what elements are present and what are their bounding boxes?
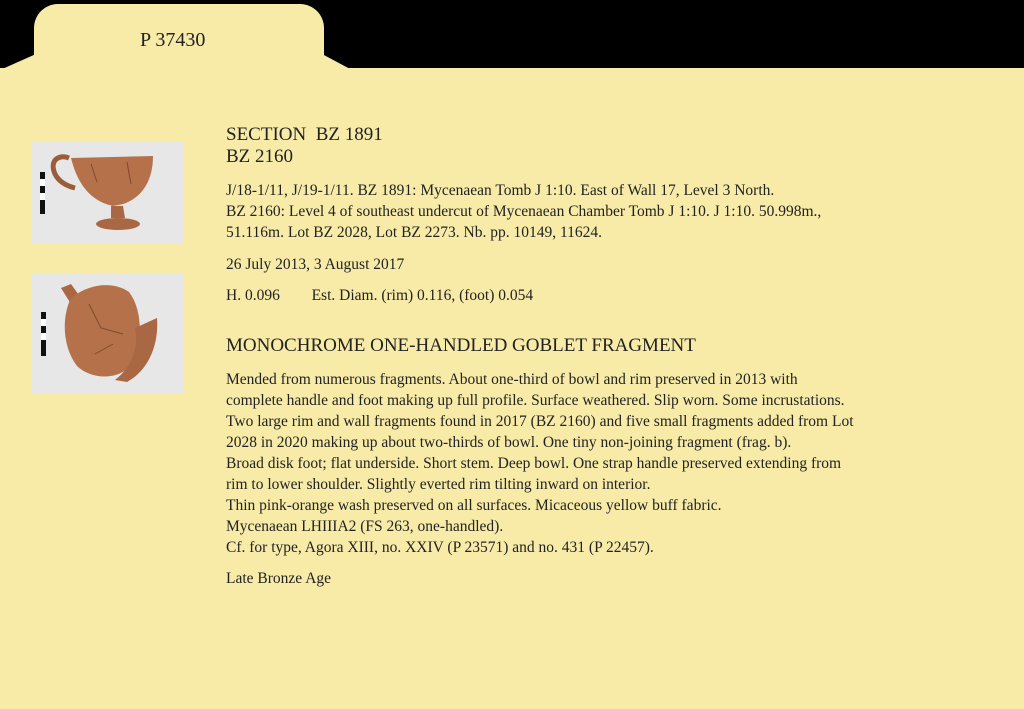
context-line: 51.116m. Lot BZ 2028, Lot BZ 2273. Nb. pp. 10149, 11624. [226, 224, 603, 241]
inventory-number: P 37430 [140, 29, 206, 51]
goblet-profile-photo[interactable] [31, 142, 184, 244]
card-tab[interactable] [34, 4, 324, 84]
goblet-interior-drawing [31, 274, 184, 393]
record-content [226, 124, 966, 589]
description-line: 2028 in 2020 making up about two-thirds of bowl. One tiny non-joining fragment (frag. b). [226, 434, 792, 451]
scale-bar-icon [40, 172, 45, 214]
description-line: Thin pink-orange wash preserved on all surfaces. Micaceous yellow buff fabric. [226, 497, 722, 514]
description-line: rim to lower shoulder. Slightly everted rim tilting inward on interior. [226, 476, 651, 493]
goblet-profile-drawing [31, 142, 184, 244]
scale-bar-icon [41, 312, 46, 356]
description-line: Mended from numerous fragments. About one-third of bowl and rim preserved in 2013 with [226, 371, 798, 388]
description-line: complete handle and foot making up full profile. Surface weathered. Slip worn. Some incrustations. [226, 392, 845, 409]
period-label: Late Bronze Age [226, 570, 332, 587]
context-line: BZ 2160: Level 4 of southeast undercut of Mycenaean Chamber Tomb J 1:10. J 1:10. 50.998m., [226, 203, 822, 220]
dimensions-line [226, 285, 966, 306]
description-line: Broad disk foot; flat underside. Short stem. Deep bowl. One strap handle preserved extending from [226, 455, 842, 472]
object-title: MONOCHROME ONE-HANDLED GOBLET FRAGMENT [226, 335, 696, 356]
description-line: Two large rim and wall fragments found in 2017 (BZ 2160) and five small fragments added from Lot [226, 413, 854, 430]
section-heading: SECTION BZ 1891 [226, 124, 383, 145]
description-line: Mycenaean LHIIIA2 (FS 263, one-handled). [226, 518, 504, 535]
context-line: J/18-1/11, J/19-1/11. BZ 1891: Mycenaean Tomb J 1:10. East of Wall 17, Level 3 North. [226, 182, 775, 199]
description-line: Cf. for type, Agora XIII, no. XXIV (P 23571) and no. 431 (P 22457). [226, 539, 654, 556]
description-block [226, 369, 966, 558]
diameter-value: Est. Diam. (rim) 0.116, (foot) 0.054 [311, 287, 534, 304]
height-value: H. 0.096 [226, 287, 280, 304]
date-line: 26 July 2013, 3 August 2017 [226, 256, 405, 273]
subsection-heading: BZ 2160 [226, 146, 294, 167]
goblet-interior-photo[interactable] [31, 274, 184, 393]
